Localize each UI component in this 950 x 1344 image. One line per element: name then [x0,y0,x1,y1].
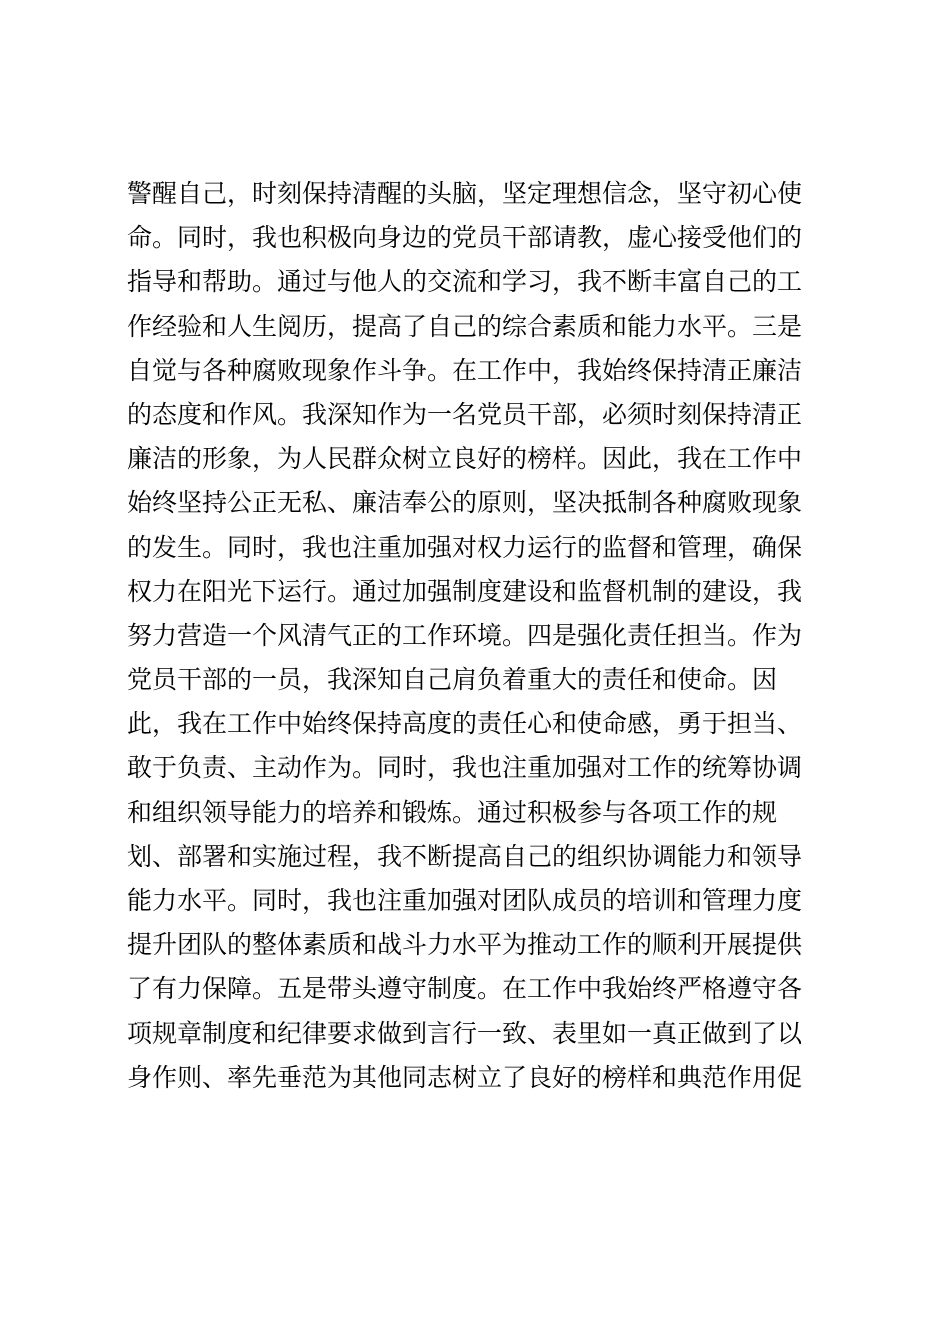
text-line: 了有力保障。五是带头遵守制度。在工作中我始终严格遵守各 [127,974,803,1004]
text-line: 划、部署和实施过程，我不断提高自己的组织协调能力和领导 [127,841,803,871]
text-line: 和组织领导能力的培养和锻炼。通过积极参与各项工作的规 [127,797,778,827]
text-line: 自觉与各种腐败现象作斗争。在工作中，我始终保持清正廉洁 [127,355,803,385]
body-paragraph [127,172,827,1100]
text-line: 项规章制度和纪律要求做到言行一致、表里如一真正做到了以 [127,1018,803,1048]
text-line: 警醒自己，时刻保持清醒的头脑，坚定理想信念，坚守初心使 [127,179,803,208]
text-line: 敢于负责、主动作为。同时，我也注重加强对工作的统筹协调 [127,753,803,783]
text-line: 此，我在工作中始终保持高度的责任心和使命感，勇于担当、 [127,709,803,739]
text-line: 作经验和人生阅历，提高了自己的综合素质和能力水平。三是 [127,311,803,341]
text-line: 身作则、率先垂范为其他同志树立了良好的榜样和典范作用促 [127,1062,803,1092]
text-line: 党员干部的一员，我深知自己肩负着重大的责任和使命。因 [127,665,778,695]
text-line: 努力营造一个风清气正的工作环境。四是强化责任担当。作为 [127,620,803,650]
text-line: 提升团队的整体素质和战斗力水平为推动工作的顺利开展提供 [127,930,803,960]
text-line: 指导和帮助。通过与他人的交流和学习，我不断丰富自己的工 [127,267,803,297]
text-line: 权力在阳光下运行。通过加强制度建设和监督机制的建设，我 [127,576,803,606]
text-line: 命。同时，我也积极向身边的党员干部请教，虚心接受他们的 [127,223,803,253]
text-line: 廉洁的形象，为人民群众树立良好的榜样。因此，我在工作中 [127,444,803,474]
text-line: 的态度和作风。我深知作为一名党员干部，必须时刻保持清正 [127,399,803,429]
text-line: 的发生。同时，我也注重加强对权力运行的监督和管理，确保 [127,532,803,562]
text-line: 能力水平。同时，我也注重加强对团队成员的培训和管理力度 [127,886,803,915]
text-line: 始终坚持公正无私、廉洁奉公的原则，坚决抵制各种腐败现象 [127,488,803,518]
